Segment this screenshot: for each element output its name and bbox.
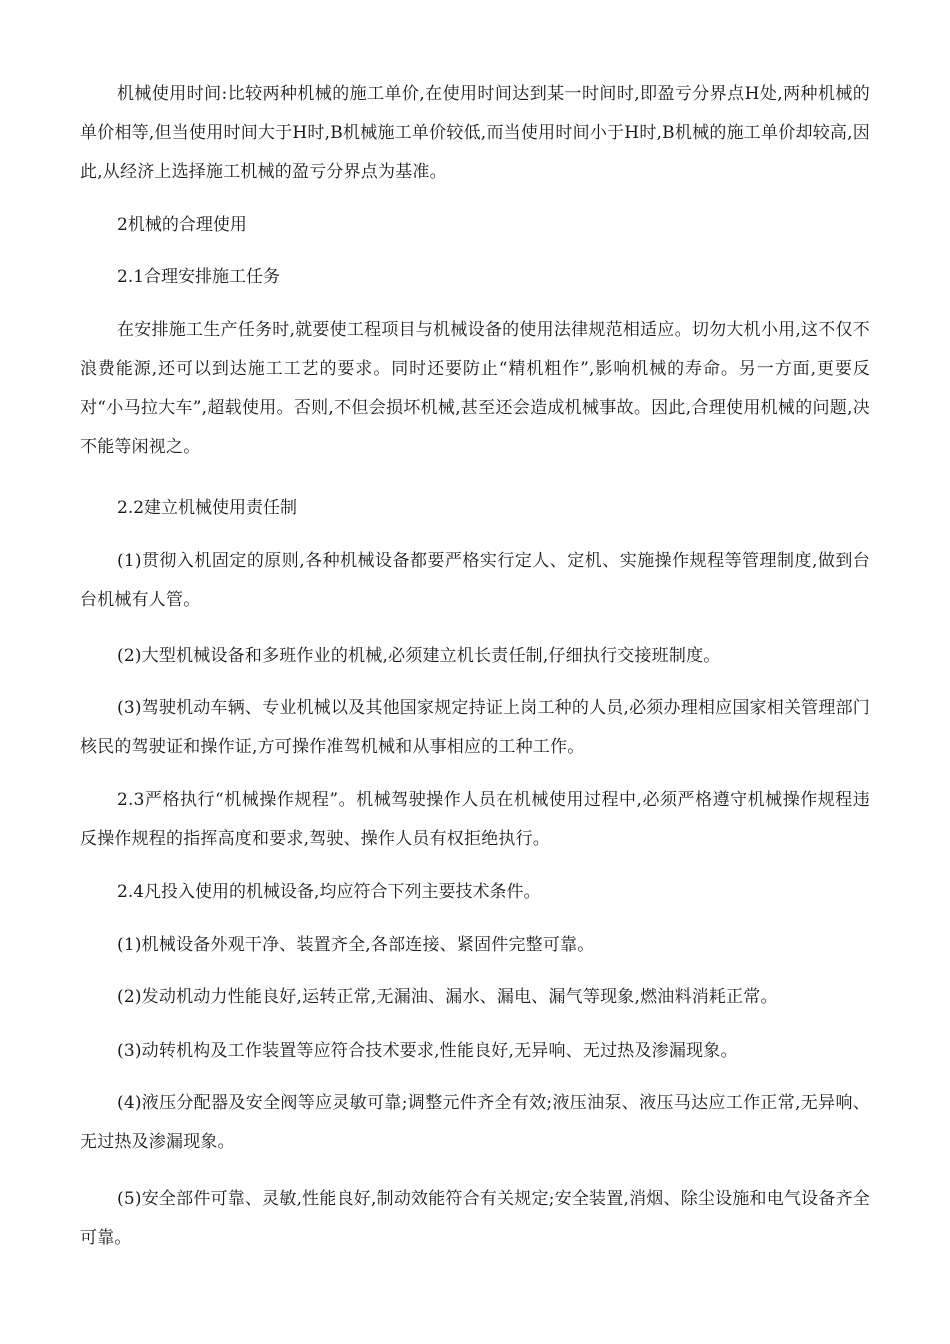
section-heading-2-4: 2.4凡投入使用的机械设备,均应符合下列主要技术条件。 [117,882,541,902]
list-item-2-4-4: (4)液压分配器及安全阀等应灵敏可靠;调整元件齐全有效;液压油泵、液压马达应工作正常,无异响、无过热及渗漏现象。 [80,1093,870,1152]
list-item-2-4-5: (5)安全部件可靠、灵敏,性能良好,制动效能符合有关规定;安全装置,消烟、除尘设施和电气设备齐全可靠。 [80,1189,870,1248]
list-item-2-2-1: (1)贯彻入机固定的原则,各种机械设备都要严格实行定人、定机、实施操作规程等管理制度,做到台台机械有人管。 [80,551,870,610]
paragraph-machine-usage-time: 机械使用时间:比较两种机械的施工单价,在使用时间达到某一时间时,即盈亏分界点H处,两种机械的单价相等,但当使用时间大于H时,B机械施工单价较低,而当使用时间小于H时,B机械的施工单价却较高,因此,从经济上选择施工机械的盈亏分界点为基准。 [80,84,870,182]
list-item-2-2-2: (2)大型机械设备和多班作业的机械,必须建立机长责任制,仔细执行交接班制度。 [117,646,721,666]
list-item-2-4-2: (2)发动机动力性能良好,运转正常,无漏油、漏水、漏电、漏气等现象,燃油料消耗正常。 [117,987,778,1007]
section-heading-2-1: 2.1合理安排施工任务 [117,267,281,287]
list-item-2-2-3: (3)驾驶机动车辆、专业机械以及其他国家规定持证上岗工种的人员,必须办理相应国家相关管理部门核民的驾驶证和操作证,方可操作准驾机械和从事相应的工种工作。 [80,698,870,757]
section-heading-2-2: 2.2建立机械使用责任制 [117,498,298,518]
section-heading-2: 2机械的合理使用 [117,215,247,235]
paragraph-2-3: 2.3严格执行“机械操作规程”。机械驾驶操作人员在机械使用过程中,必须严格遵守机械操作规程违反操作规程的指挥高度和要求,驾驶、操作人员有权拒绝执行。 [80,790,870,849]
paragraph-task-arrangement: 在安排施工生产任务时,就要使工程项目与机械设备的使用法律规范相适应。切勿大机小用,这不仅不浪费能源,还可以到达施工工艺的要求。同时还要防止“精机粗作”,影响机械的寿命。另一方面,更要反对“小马拉大车”,超载使用。否则,不但会损坏机械,甚至还会造成机械事故。因此,合理使用机械的问题,决不能等闲视之。 [80,320,870,457]
list-item-2-4-1: (1)机械设备外观干净、装置齐全,各部连接、紧固件完整可靠。 [117,935,595,955]
list-item-2-4-3: (3)动转机构及工作装置等应符合技术要求,性能良好,无异响、无过热及渗漏现象。 [117,1041,738,1061]
